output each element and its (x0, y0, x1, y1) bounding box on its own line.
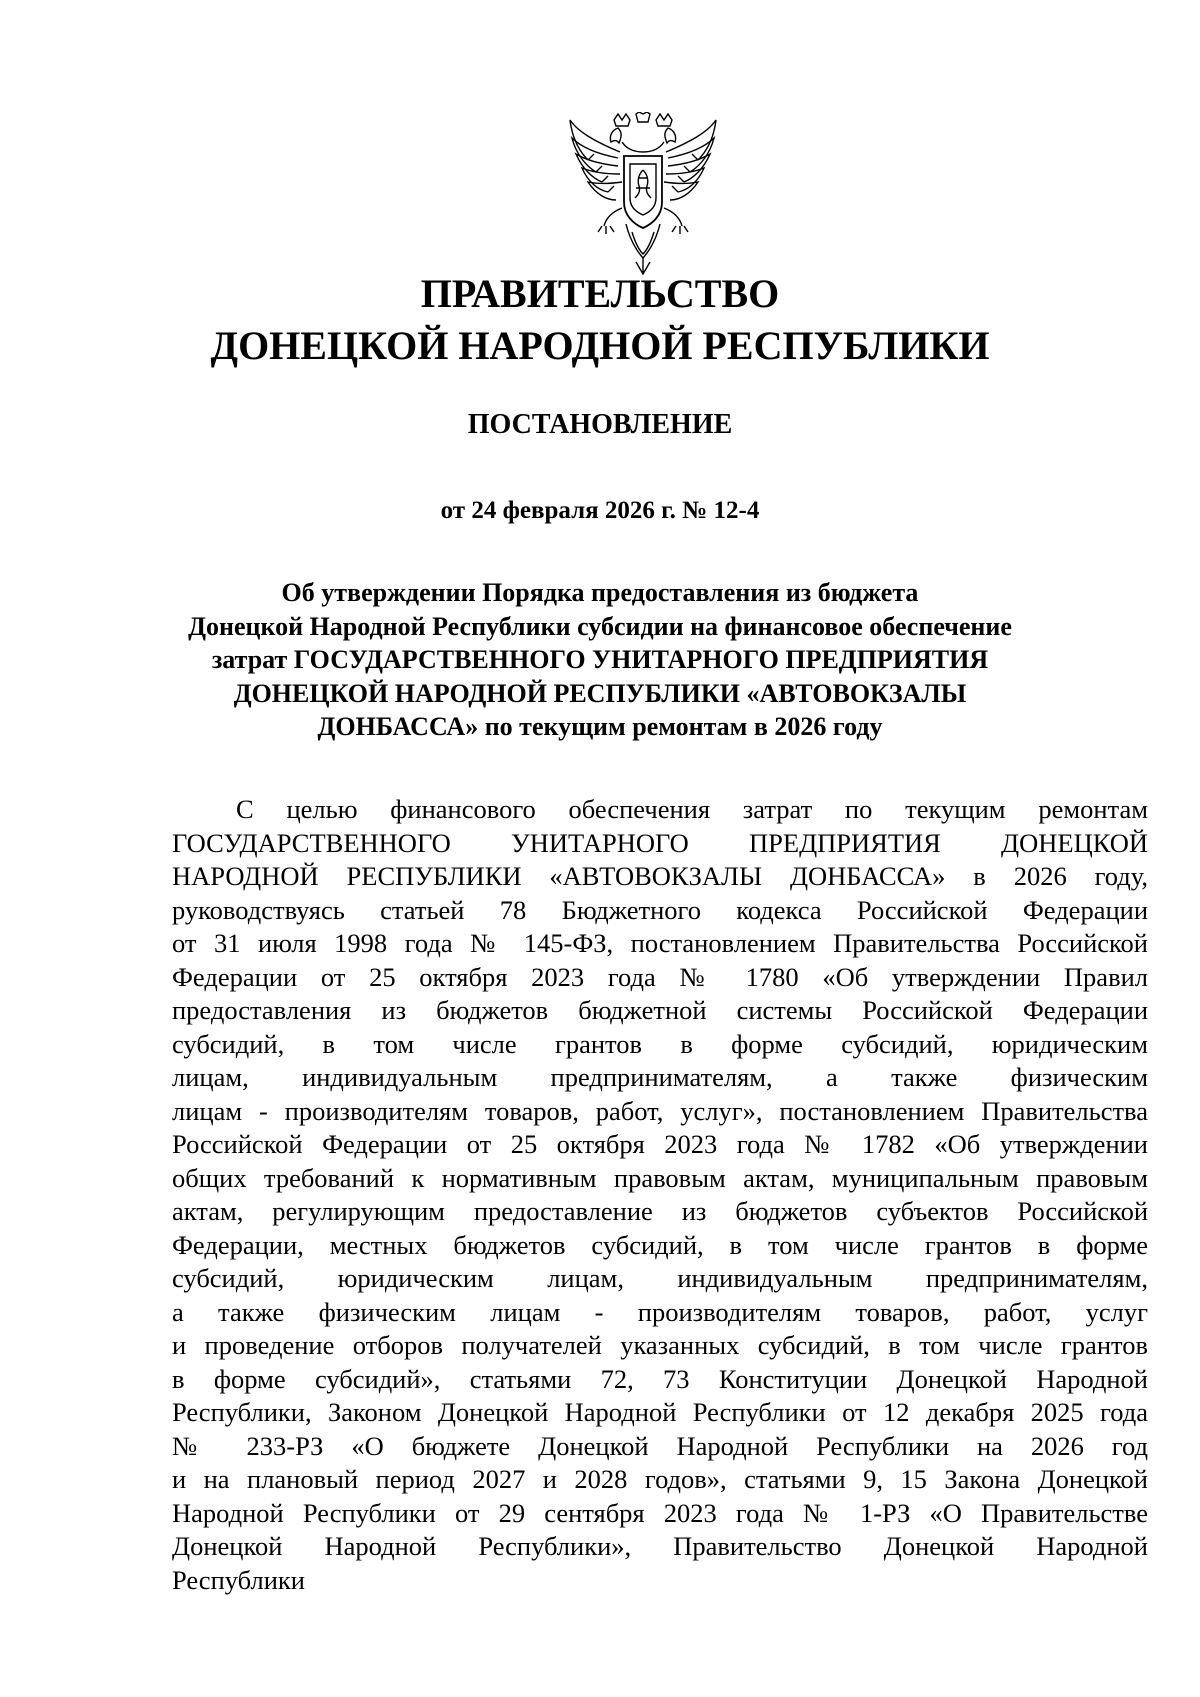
body-line: в форме субсидий», статьями 72, 73 Конституции Донецкой Народной (172, 1363, 1148, 1394)
body-line: от 31 июля 1998 года № 145-ФЗ, постановлением Правительства Российской (172, 928, 1148, 958)
body-line: общих требований к нормативным правовым актам, муниципальным правовым (172, 1162, 1148, 1193)
document-type: ПОСТАНОВЛЕНИЕ (467, 409, 733, 440)
body-line: а также физическим лицам - производителям товаров, работ, услуг (172, 1296, 1148, 1327)
body-line: Федерации, местных бюджетов субсидий, в том числе грантов в форме (172, 1229, 1148, 1260)
body-line: Республики, Законом Донецкой Народной Республики от 12 декабря 2025 года (172, 1397, 1148, 1427)
subject-line: ДОНБАССА» по текущим ремонтам в 2026 году (317, 712, 883, 741)
body-line: предоставления из бюджетов бюджетной системы Российской Федерации (172, 995, 1148, 1025)
body-line: субсидий, в том числе грантов в форме субсидий, юридическим (172, 1028, 1148, 1059)
body-line: и на плановый период 2027 и 2028 годов», статьями 9, 15 Закона Донецкой (172, 1464, 1148, 1494)
document-subject (0, 576, 1200, 744)
body-line: № 233-РЗ «О бюджете Донецкой Народной Республики на 2026 год (172, 1430, 1148, 1461)
subject-line: Об утверждении Порядка предоставления из бюджета (281, 578, 919, 607)
body-line: НАРОДНОЙ РЕСПУБЛИКИ «АВТОВОКЗАЛЫ ДОНБАССА» в 2026 году, (172, 861, 1148, 891)
organization-title (0, 268, 1200, 372)
body-line: руководствуясь статьей 78 Бюджетного кодекса Российской Федерации (172, 894, 1148, 925)
organization-title-line-1: ПРАВИТЕЛЬСТВО (420, 271, 780, 316)
body-line: С целью финансового обеспечения затрат по текущим ремонтам (236, 794, 1148, 824)
subject-line: затрат ГОСУДАРСТВЕННОГО УНИТАРНОГО ПРЕДПРИЯТИЯ (211, 645, 989, 674)
document-date-number: от 24 февраля 2026 г. № 12-4 (440, 497, 760, 524)
body-line: ГОСУДАРСТВЕННОГО УНИТАРНОГО ПРЕДПРИЯТИЯ ДОНЕЦКОЙ (172, 827, 1148, 858)
body-line: Российской Федерации от 25 октября 2023 года № 1782 «Об утверждении (172, 1129, 1148, 1159)
body-paragraph (172, 793, 1148, 1597)
body-line: лицам - производителям товаров, работ, услуг», постановлением Правительства (172, 1095, 1148, 1126)
body-line: Народной Республики от 29 сентября 2023 года № 1-РЗ «О Правительстве (172, 1497, 1148, 1528)
coat-of-arms-icon (566, 112, 720, 282)
body-line: лицам, индивидуальным предпринимателям, а также физическим (172, 1062, 1148, 1092)
body-line: актам, регулирующим предоставление из бюджетов субъектов Российской (172, 1196, 1148, 1226)
body-line: Федерации от 25 октября 2023 года № 1780 «Об утверждении Правил (172, 961, 1148, 992)
subject-line: Донецкой Народной Республики субсидии на финансовое обеспечение (188, 611, 1012, 641)
organization-title-line-2: ДОНЕЦКОЙ НАРОДНОЙ РЕСПУБЛИКИ (210, 323, 990, 368)
body-line: Республики (172, 1564, 305, 1595)
subject-line: ДОНЕЦКОЙ НАРОДНОЙ РЕСПУБЛИКИ «АВТОВОКЗАЛЫ (233, 678, 967, 708)
body-line: Донецкой Народной Республики», Правительство Донецкой Народной (172, 1531, 1148, 1561)
body-line: субсидий, юридическим лицам, индивидуальным предпринимателям, (172, 1263, 1148, 1293)
body-line: и проведение отборов получателей указанных субсидий, в том числе грантов (172, 1330, 1148, 1360)
